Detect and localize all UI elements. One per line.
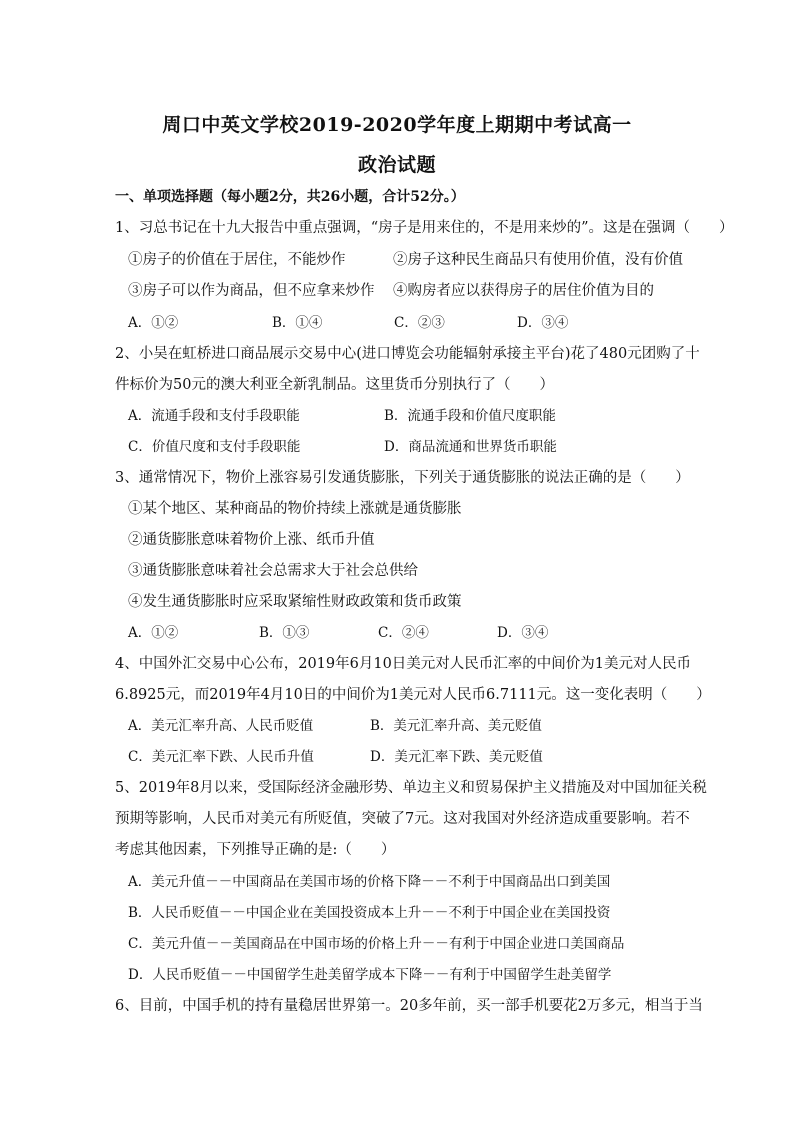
question-5-option-c: C．美元升值－－美国商品在中国市场的价格上升－－有利于中国企业进口美国商品 (128, 936, 625, 952)
question-5-stem-line-2: 预期等影响，人民币对美元有所贬值，突破了7元。这对我国对外经济造成重要影响。若不 (115, 811, 690, 827)
section-heading: 一、单项选择题（每小题2分，共26小题，合计52分。） (115, 189, 465, 205)
question-5-option-a: A．美元升值－－中国商品在美国市场的价格下降－－不利于中国商品出口到美国 (128, 874, 611, 890)
question-3-item-4: ④发生通货膨胀时应采取紧缩性财政政策和货币政策 (128, 594, 462, 610)
question-3-option-a: A．①② (128, 625, 179, 641)
question-2-stem-line-1: 2、小吴在虹桥进口商品展示交易中心(进口博览会功能辐射承接主平台)花了480元团购了十 (115, 346, 700, 362)
question-3-option-d: D．③④ (497, 625, 549, 641)
question-6-stem-line-1: 6、目前，中国手机的持有量稳居世界第一。20多年前，买一部手机要花2万多元，相当于当 (115, 998, 703, 1014)
question-4-stem-line-2: 6.8925元，而2019年4月10日的中间价为1美元对人民币6.7111元。这一变化表明（ ） (115, 687, 711, 703)
question-1-item-4: ④购房者应以获得房子的居住价值为目的 (393, 283, 654, 299)
question-3-option-c: C．②④ (378, 625, 429, 641)
question-1-option-c: C．②③ (394, 315, 445, 331)
question-2-option-b: B．流通手段和价值尺度职能 (384, 408, 556, 424)
question-4-option-b: B．美元汇率升高、美元贬值 (370, 718, 542, 734)
question-3-item-2: ②通货膨胀意味着物价上涨、纸币升值 (128, 532, 375, 548)
question-1-stem: 1、习总书记在十九大报告中重点强调，“房子是用来住的，不是用来炒的”。这是在强调（ ） (115, 220, 734, 236)
question-1-option-d: D．③④ (517, 315, 569, 331)
question-3-option-b: B．①③ (259, 625, 310, 641)
question-2-stem-line-2: 件标价为50元的澳大利亚全新乳制品。这里货币分别执行了（ ） (115, 377, 554, 393)
exam-subtitle: 政治试题 (357, 154, 436, 176)
question-1-item-1: ①房子的价值在于居住，不能炒作 (128, 252, 346, 268)
question-1-item-2: ②房子这种民生商品只有使用价值，没有价值 (393, 252, 683, 268)
question-3-item-3: ③通货膨胀意味着社会总需求大于社会总供给 (128, 563, 418, 579)
question-5-option-b: B．人民币贬值－－中国企业在美国投资成本上升－－不利于中国企业在美国投资 (128, 905, 611, 921)
question-1-option-a: A．①② (128, 315, 179, 331)
question-2-option-d: D．商品流通和世界货币职能 (384, 439, 557, 455)
question-5-option-d: D．人民币贬值－－中国留学生赴美留学成本下降－－有利于中国留学生赴美留学 (128, 967, 612, 983)
question-4-option-c: C．美元汇率下跌、人民币升值 (128, 749, 314, 765)
exam-title: 周口中英文学校2019-2020学年度上期期中考试高一 (162, 114, 632, 136)
question-1-item-3: ③房子可以作为商品，但不应拿来炒作 (128, 283, 375, 299)
question-1-option-b: B．①④ (272, 315, 323, 331)
question-4-option-a: A．美元汇率升高、人民币贬值 (128, 718, 314, 734)
question-3-item-1: ①某个地区、某种商品的物价持续上涨就是通货膨胀 (128, 501, 462, 517)
question-4-stem-line-1: 4、中国外汇交易中心公布，2019年6月10日美元对人民币汇率的中间价为1美元对人民币 (115, 656, 692, 672)
question-2-option-c: C．价值尺度和支付手段职能 (128, 439, 301, 455)
question-5-stem-line-3: 考虑其他因素，下列推导正确的是:（ ） (115, 842, 396, 858)
question-3-stem: 3、通常情况下，物价上涨容易引发通货膨胀，下列关于通货膨胀的说法正确的是（ ） (115, 470, 690, 486)
question-5-stem-line-1: 5、2019年8月以来，受国际经济金融形势、单边主义和贸易保护主义措施及对中国加征关税 (115, 780, 707, 796)
question-2-option-a: A．流通手段和支付手段职能 (128, 408, 300, 424)
question-4-option-d: D．美元汇率下跌、美元贬值 (370, 749, 543, 765)
